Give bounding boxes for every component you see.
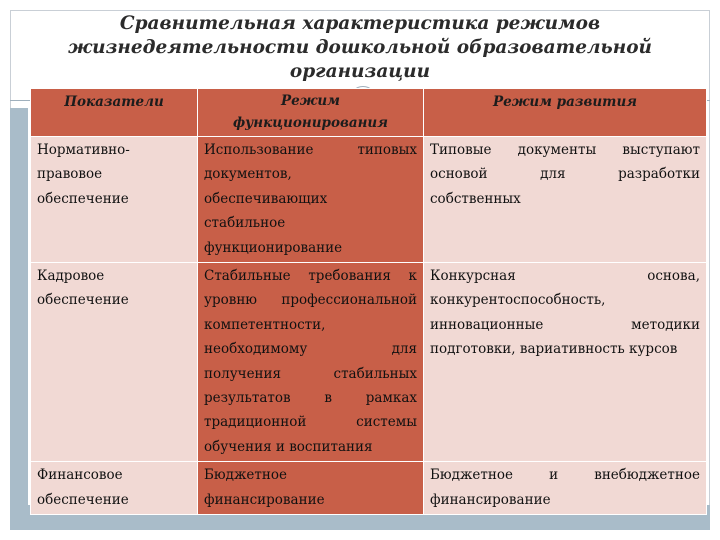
left-decorative-band xyxy=(10,108,28,530)
row-indicator xyxy=(31,137,198,263)
cell-line: необходимому для xyxy=(204,341,417,358)
indicator-line: Нормативно- xyxy=(37,142,130,158)
table-header-row xyxy=(31,89,707,137)
row-development xyxy=(424,263,707,462)
cell-line: финансирование xyxy=(204,491,325,508)
title-line: Сравнительная характеристика режимов xyxy=(119,13,601,34)
cell-line: стабильное xyxy=(204,215,286,232)
cell-line: подготовки, вариативность курсов xyxy=(430,341,678,358)
cell-line: традиционной системы xyxy=(204,414,417,431)
cell-line: инновационные методики xyxy=(430,316,700,333)
indicator-line: Кадровое xyxy=(37,268,105,285)
cell-line: финансирование xyxy=(430,491,551,508)
comparison-table xyxy=(30,88,707,515)
cell-line: документов, xyxy=(204,166,292,183)
cell-line: функционирование xyxy=(204,239,343,256)
header-indicators: Показатели xyxy=(31,89,198,137)
indicator-line: обеспечение xyxy=(37,292,129,309)
slide-title xyxy=(60,12,660,84)
cell-line: Использование типовых xyxy=(204,142,417,158)
row-indicator xyxy=(31,462,198,515)
cell-line: обеспечивающих xyxy=(204,190,328,207)
title-line: организации xyxy=(289,61,431,82)
cell-line: Типовые документы выступают xyxy=(430,142,700,158)
row-development xyxy=(424,462,707,515)
cell-line: собственных xyxy=(430,190,521,207)
row-functioning xyxy=(198,263,424,462)
indicator-line: обеспечение xyxy=(37,190,129,207)
table-row xyxy=(31,263,707,462)
row-functioning xyxy=(198,462,424,515)
cell-line: уровню профессиональной xyxy=(204,292,417,309)
header-development-mode: Режим развития xyxy=(424,89,707,137)
cell-line: Бюджетное и внебюджетное xyxy=(430,467,700,484)
row-development xyxy=(424,137,707,263)
cell-line: конкурентоспособность, xyxy=(430,292,606,309)
row-functioning xyxy=(198,137,424,263)
table-row xyxy=(31,137,707,263)
indicator-line: обеспечение xyxy=(37,491,129,508)
cell-line: Стабильные требования к xyxy=(204,268,417,285)
cell-line: обучения и воспитания xyxy=(204,438,373,455)
title-line: жизнедеятельности дошкольной образовательной xyxy=(67,37,653,58)
table-row xyxy=(31,462,707,515)
cell-line: Конкурсная основа, xyxy=(430,268,700,285)
indicator-line: Финансовое xyxy=(37,467,123,484)
header-functioning-mode: Режим функционирования xyxy=(198,89,424,137)
cell-line: Бюджетное xyxy=(204,467,287,484)
cell-line: основой для разработки xyxy=(430,166,700,183)
indicator-line: правовое xyxy=(37,166,103,183)
cell-line: получения стабильных xyxy=(204,365,417,382)
cell-line: результатов в рамках xyxy=(204,390,417,407)
cell-line: компетентности, xyxy=(204,316,326,333)
row-indicator xyxy=(31,263,198,462)
